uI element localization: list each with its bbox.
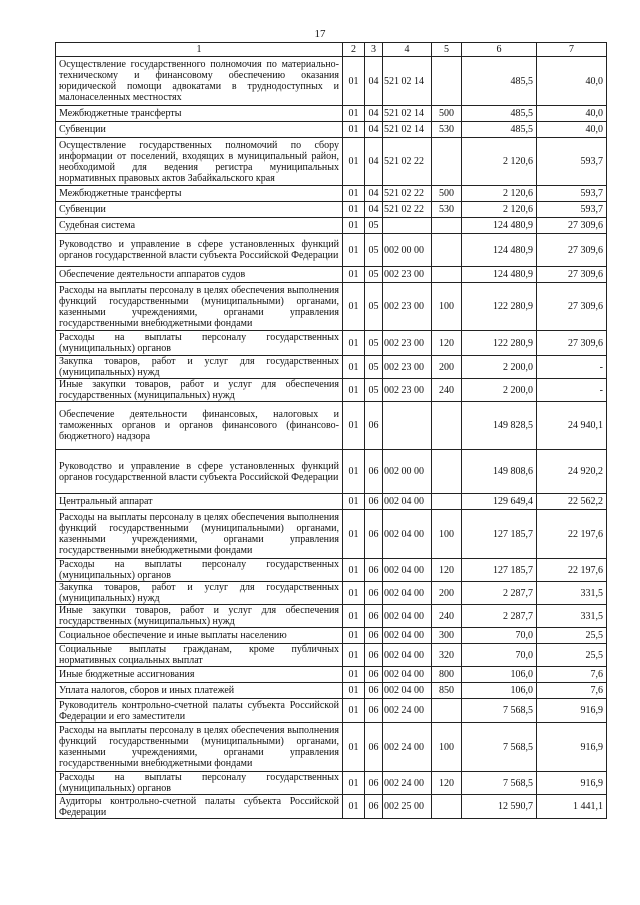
row-sum-1: 70,0 [462,644,537,667]
row-target-article: 002 23 00 [383,379,432,402]
row-subsection: 06 [365,582,383,605]
row-target-article: 002 00 00 [383,450,432,494]
row-section: 01 [343,218,365,234]
row-sum-2: 916,9 [537,723,607,772]
table-row [56,510,607,559]
row-target-article: 002 23 00 [383,356,432,379]
table-header-row [56,43,607,57]
row-sum-1: 106,0 [462,667,537,683]
table-row [56,450,607,494]
row-expense-type [432,57,462,106]
row-name: Расходы на выплаты персоналу в целях обеспечения выполнения функций государственными (муниципальными) органами, казенными учреждениями, органами управления государственными внебюджетными фондами [56,723,343,772]
row-target-article [383,218,432,234]
row-sum-1: 7 568,5 [462,723,537,772]
row-subsection: 05 [365,234,383,267]
row-sum-1: 106,0 [462,683,537,699]
row-section: 01 [343,582,365,605]
row-sum-1: 2 287,7 [462,605,537,628]
row-section: 01 [343,106,365,122]
row-sum-1: 2 120,6 [462,138,537,186]
row-sum-1: 2 120,6 [462,202,537,218]
row-expense-type: 500 [432,186,462,202]
row-target-article: 521 02 14 [383,57,432,106]
row-name: Субвенции [56,122,343,138]
row-subsection: 04 [365,138,383,186]
row-name: Иные закупки товаров, работ и услуг для обеспечения государственных (муниципальных) нужд [56,379,343,402]
table-row [56,559,607,582]
row-target-article: 521 02 22 [383,186,432,202]
row-subsection: 06 [365,450,383,494]
row-target-article: 521 02 22 [383,138,432,186]
row-subsection: 04 [365,186,383,202]
table-row [56,494,607,510]
row-sum-1: 485,5 [462,106,537,122]
table-row [56,106,607,122]
row-sum-2: 1 441,1 [537,795,607,819]
row-section: 01 [343,122,365,138]
table-row [56,331,607,356]
row-name: Расходы на выплаты персоналу в целях обеспечения выполнения функций государственными (муниципальными) органами, казенными учреждениями, органами управления государственными внебюджетными фондами [56,283,343,331]
row-subsection: 06 [365,772,383,795]
table-body [56,57,607,819]
row-sum-2: 331,5 [537,605,607,628]
row-sum-2: - [537,356,607,379]
table-row [56,202,607,218]
row-section: 01 [343,202,365,218]
row-section: 01 [343,402,365,450]
row-section: 01 [343,605,365,628]
row-section: 01 [343,267,365,283]
budget-table [55,42,607,819]
row-section: 01 [343,667,365,683]
col-header-name: 1 [56,43,343,57]
row-subsection: 05 [365,283,383,331]
row-subsection: 05 [365,356,383,379]
row-section: 01 [343,494,365,510]
table-row [56,683,607,699]
row-sum-1: 124 480,9 [462,218,537,234]
row-section: 01 [343,331,365,356]
row-expense-type: 120 [432,331,462,356]
row-sum-2: 27 309,6 [537,218,607,234]
table-row [56,57,607,106]
row-name: Социальные выплаты гражданам, кроме публичных нормативных социальных выплат [56,644,343,667]
row-name: Расходы на выплаты персоналу в целях обеспечения выполнения функций государственными (муниципальными) органами, казенными учреждениями, органами управления государственными внебюджетными фондами [56,510,343,559]
row-target-article: 002 04 00 [383,628,432,644]
row-target-article: 521 02 14 [383,106,432,122]
row-name: Руководство и управление в сфере установленных функций органов государственной власти субъекта Российской Федерации [56,234,343,267]
row-name: Обеспечение деятельности финансовых, налоговых и таможенных органов и органов финансового (финансово-бюджетного) надзора [56,402,343,450]
row-name: Осуществление государственных полномочий по сбору информации от поселений, входящих в муниципальный район, необходимой для ведения регистра муниципальных нормативных правовых актов Забайкальского края [56,138,343,186]
row-expense-type [432,218,462,234]
row-subsection: 06 [365,402,383,450]
row-sum-1: 127 185,7 [462,510,537,559]
table-row [56,795,607,819]
row-expense-type: 120 [432,559,462,582]
table-row [56,267,607,283]
col-header-expense-type: 5 [432,43,462,57]
row-target-article: 002 04 00 [383,559,432,582]
table-row [56,699,607,723]
row-target-article: 002 23 00 [383,331,432,356]
col-header-sum-1: 6 [462,43,537,57]
row-name: Расходы на выплаты персоналу государственных (муниципальных) органов [56,331,343,356]
row-subsection: 06 [365,683,383,699]
table-row [56,356,607,379]
row-target-article: 002 04 00 [383,510,432,559]
row-section: 01 [343,510,365,559]
row-subsection: 06 [365,559,383,582]
table-row [56,138,607,186]
row-sum-2: 25,5 [537,644,607,667]
row-name: Руководство и управление в сфере установленных функций органов государственной власти субъекта Российской Федерации [56,450,343,494]
row-sum-2: 24 940,1 [537,402,607,450]
row-sum-1: 122 280,9 [462,331,537,356]
row-name: Расходы на выплаты персоналу государственных (муниципальных) органов [56,559,343,582]
row-expense-type [432,138,462,186]
row-name: Руководитель контрольно-счетной палаты субъекта Российской Федерации и его заместители [56,699,343,723]
row-section: 01 [343,683,365,699]
table-row [56,379,607,402]
row-sum-1: 122 280,9 [462,283,537,331]
row-section: 01 [343,559,365,582]
row-target-article: 002 24 00 [383,699,432,723]
row-target-article: 002 25 00 [383,795,432,819]
col-header-subsection: 3 [365,43,383,57]
col-header-section: 2 [343,43,365,57]
row-expense-type: 240 [432,605,462,628]
row-sum-1: 2 200,0 [462,356,537,379]
row-subsection: 06 [365,795,383,819]
row-sum-2: 593,7 [537,202,607,218]
row-target-article: 521 02 14 [383,122,432,138]
row-subsection: 06 [365,494,383,510]
row-target-article: 002 24 00 [383,723,432,772]
row-name: Уплата налогов, сборов и иных платежей [56,683,343,699]
row-section: 01 [343,186,365,202]
row-sum-1: 124 480,9 [462,234,537,267]
row-sum-1: 149 828,5 [462,402,537,450]
row-sum-1: 127 185,7 [462,559,537,582]
row-target-article: 002 04 00 [383,644,432,667]
col-header-sum-2: 7 [537,43,607,57]
row-target-article: 002 24 00 [383,772,432,795]
table-row [56,723,607,772]
row-target-article: 002 00 00 [383,234,432,267]
row-name: Расходы на выплаты персоналу государственных (муниципальных) органов [56,772,343,795]
row-sum-1: 2 200,0 [462,379,537,402]
row-expense-type: 530 [432,202,462,218]
row-expense-type [432,494,462,510]
table-row [56,644,607,667]
table-row [56,234,607,267]
row-target-article: 002 23 00 [383,267,432,283]
row-sum-2: 40,0 [537,57,607,106]
row-expense-type: 100 [432,283,462,331]
row-name: Обеспечение деятельности аппаратов судов [56,267,343,283]
row-expense-type [432,402,462,450]
table-row [56,186,607,202]
row-section: 01 [343,795,365,819]
row-target-article [383,402,432,450]
table-row [56,605,607,628]
row-sum-2: 27 309,6 [537,234,607,267]
row-subsection: 04 [365,202,383,218]
row-name: Закупка товаров, работ и услуг для государственных (муниципальных) нужд [56,356,343,379]
row-expense-type: 850 [432,683,462,699]
row-sum-2: 40,0 [537,122,607,138]
row-target-article: 521 02 22 [383,202,432,218]
row-sum-2: 916,9 [537,699,607,723]
row-name: Межбюджетные трансферты [56,186,343,202]
row-target-article: 002 04 00 [383,683,432,699]
row-subsection: 04 [365,57,383,106]
row-sum-1: 7 568,5 [462,772,537,795]
row-section: 01 [343,356,365,379]
row-subsection: 06 [365,628,383,644]
row-section: 01 [343,138,365,186]
row-subsection: 04 [365,106,383,122]
row-sum-1: 485,5 [462,57,537,106]
row-sum-2: 25,5 [537,628,607,644]
row-sum-1: 2 120,6 [462,186,537,202]
row-name: Судебная система [56,218,343,234]
table-row [56,628,607,644]
row-name: Закупка товаров, работ и услуг для государственных (муниципальных) нужд [56,582,343,605]
row-target-article: 002 04 00 [383,605,432,628]
row-sum-2: 331,5 [537,582,607,605]
row-expense-type [432,450,462,494]
row-expense-type: 240 [432,379,462,402]
table-row [56,582,607,605]
row-expense-type: 800 [432,667,462,683]
row-sum-2: 593,7 [537,186,607,202]
row-subsection: 06 [365,699,383,723]
row-name: Иные закупки товаров, работ и услуг для обеспечения государственных (муниципальных) нужд [56,605,343,628]
row-name: Субвенции [56,202,343,218]
row-expense-type: 200 [432,356,462,379]
row-sum-2: 22 197,6 [537,559,607,582]
row-section: 01 [343,57,365,106]
row-sum-2: 27 309,6 [537,331,607,356]
row-sum-1: 129 649,4 [462,494,537,510]
row-name: Центральный аппарат [56,494,343,510]
row-section: 01 [343,628,365,644]
row-section: 01 [343,723,365,772]
row-target-article: 002 04 00 [383,494,432,510]
row-expense-type: 300 [432,628,462,644]
row-name: Межбюджетные трансферты [56,106,343,122]
row-sum-2: 27 309,6 [537,283,607,331]
row-sum-2: 40,0 [537,106,607,122]
row-section: 01 [343,450,365,494]
row-expense-type [432,234,462,267]
row-section: 01 [343,234,365,267]
row-name: Осуществление государственного полномочия по материально-техническому и финансовому обеспечению оказания юридической помощи адвокатами в труднодоступных и малонаселенных местностях [56,57,343,106]
page-number: 17 [314,28,326,40]
row-sum-2: 22 562,2 [537,494,607,510]
table-row [56,283,607,331]
row-sum-2: 27 309,6 [537,267,607,283]
table-row [56,218,607,234]
row-target-article: 002 23 00 [383,283,432,331]
row-name: Аудиторы контрольно-счетной палаты субъекта Российской Федерации [56,795,343,819]
row-section: 01 [343,772,365,795]
table-row [56,667,607,683]
table-row [56,772,607,795]
row-sum-1: 149 808,6 [462,450,537,494]
row-expense-type: 120 [432,772,462,795]
row-section: 01 [343,379,365,402]
row-subsection: 06 [365,667,383,683]
row-subsection: 06 [365,605,383,628]
row-subsection: 04 [365,122,383,138]
row-expense-type: 100 [432,510,462,559]
col-header-target-article: 4 [383,43,432,57]
row-sum-2: 7,6 [537,667,607,683]
table-row [56,402,607,450]
row-expense-type [432,795,462,819]
row-sum-1: 2 287,7 [462,582,537,605]
row-subsection: 05 [365,267,383,283]
row-name: Иные бюджетные ассигнования [56,667,343,683]
row-subsection: 06 [365,644,383,667]
row-sum-1: 7 568,5 [462,699,537,723]
row-expense-type: 530 [432,122,462,138]
row-expense-type: 200 [432,582,462,605]
row-sum-2: 916,9 [537,772,607,795]
row-expense-type [432,699,462,723]
row-name: Социальное обеспечение и иные выплаты населению [56,628,343,644]
row-section: 01 [343,644,365,667]
row-sum-2: 7,6 [537,683,607,699]
row-sum-1: 485,5 [462,122,537,138]
row-sum-1: 12 590,7 [462,795,537,819]
row-expense-type [432,267,462,283]
row-sum-1: 70,0 [462,628,537,644]
row-sum-2: 593,7 [537,138,607,186]
table-row [56,122,607,138]
row-section: 01 [343,283,365,331]
row-subsection: 05 [365,379,383,402]
row-subsection: 06 [365,510,383,559]
row-target-article: 002 04 00 [383,667,432,683]
row-target-article: 002 04 00 [383,582,432,605]
row-expense-type: 320 [432,644,462,667]
row-subsection: 05 [365,218,383,234]
row-sum-1: 124 480,9 [462,267,537,283]
row-sum-2: 22 197,6 [537,510,607,559]
row-expense-type: 500 [432,106,462,122]
row-subsection: 06 [365,723,383,772]
row-sum-2: - [537,379,607,402]
row-expense-type: 100 [432,723,462,772]
row-section: 01 [343,699,365,723]
row-subsection: 05 [365,331,383,356]
row-sum-2: 24 920,2 [537,450,607,494]
